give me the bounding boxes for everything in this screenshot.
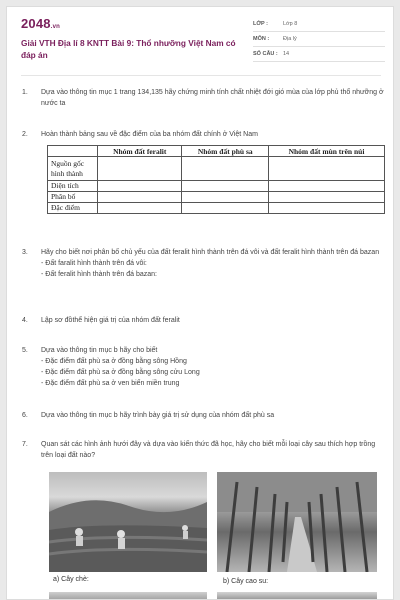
table-cell[interactable] [268, 157, 384, 181]
question-number: 3. [22, 249, 28, 256]
caption-tea: a) Cây chè: [53, 576, 89, 583]
document-title: Giải VTH Địa lí 8 KNTT Bài 9: Thổ nhưỡng Việt Nam có đáp án [21, 38, 236, 60]
table-header-row [48, 146, 385, 157]
question-text: Lập sơ đồthể hiện giá trị của nhóm đất feralit [41, 317, 180, 324]
logo-suffix: .vn [50, 24, 61, 30]
rubber-plantation-photo [217, 472, 377, 572]
tea-plantation-drawing [49, 472, 207, 572]
document-page [6, 6, 394, 600]
answer-line: - Đặc điểm đất phù sa ở đồng bằng sông cửu Long [41, 369, 200, 376]
question-text [41, 247, 386, 280]
photo-d-partial [217, 592, 377, 600]
question-2 [22, 129, 386, 140]
meta-key: MÔN : [253, 36, 270, 42]
question-number: 6. [22, 412, 28, 419]
table-header: Nhóm đất feralit [98, 146, 182, 157]
table-row [48, 203, 385, 214]
table-row [48, 157, 385, 181]
answer-line: - Đất faralit hình thành trên đá vôi: [41, 260, 147, 267]
logo-main: 2048 [21, 16, 51, 31]
answer-line: - Đất feralit hình thành trên đá bazan: [41, 271, 157, 278]
question-7 [22, 439, 386, 461]
table-cell[interactable] [98, 192, 182, 203]
table-cell[interactable] [98, 157, 182, 181]
tea-plantation-photo [49, 472, 207, 572]
table-cell[interactable] [182, 181, 269, 192]
question-number: 7. [22, 441, 28, 448]
rubber-plantation-drawing [217, 472, 377, 572]
question-text-main: Hãy cho biết nơi phân bố chủ yếu của đất feralit hình thành trên đá vôi và đất feralit hình thành trên đá bazan [41, 249, 380, 256]
question-text [41, 345, 386, 389]
meta-count [253, 47, 385, 62]
photo-c-partial [49, 592, 207, 600]
row-label: Diện tích [48, 181, 98, 192]
caption-rubber: b) Cây cao su: [223, 578, 269, 585]
meta-class [253, 17, 385, 32]
meta-value: Địa lý [283, 36, 297, 42]
table-header: Nhóm đất phù sa [182, 146, 269, 157]
table-header [48, 146, 98, 157]
question-text: Dựa vào thông tin mục 1 trang 134,135 hãy chứng minh tính chất nhiệt đới gió mùa của lớp phủ thổ nhưỡng ở nước ta [41, 89, 384, 107]
table-row [48, 192, 385, 203]
row-label: Nguồn gốc hình thành [48, 157, 98, 181]
question-5 [22, 345, 386, 389]
meta-key: LỚP : [253, 21, 268, 27]
meta-info [253, 17, 385, 62]
question-text: Quan sát các hình ảnh hưới đây và dựa vào kiến thức đã học, hãy cho biết mỗi loại cây sau thích hợp trồng trên loại đất nào? [41, 441, 376, 459]
question-3 [22, 247, 386, 280]
table-cell[interactable] [182, 192, 269, 203]
answer-line: - Đặc điểm đất phù sa ở đồng bằng sông Hồng [41, 358, 187, 365]
question-number: 4. [22, 317, 28, 324]
meta-key: SỐ CÂU : [253, 51, 278, 57]
table-cell[interactable] [268, 181, 384, 192]
table-cell[interactable] [98, 203, 182, 214]
question-number: 2. [22, 131, 28, 138]
question-number: 5. [22, 347, 28, 354]
meta-value: 14 [283, 51, 290, 57]
question-text: Hoàn thành bảng sau về đặc điểm của ba nhóm đất chính ở Việt Nam [41, 131, 258, 138]
soil-table [47, 145, 385, 214]
table-cell[interactable] [182, 157, 269, 181]
table-cell[interactable] [182, 203, 269, 214]
row-label: Phân bố [48, 192, 98, 203]
question-1 [22, 87, 386, 109]
table-cell[interactable] [98, 181, 182, 192]
question-number: 1. [22, 89, 28, 96]
meta-subject [253, 32, 385, 47]
question-text-main: Dựa vào thông tin mục b hãy cho biết [41, 347, 158, 354]
question-text: Dựa vào thông tin mục b hãy trình bày giá trị sử dụng của nhóm đất phù sa [41, 412, 275, 419]
table-header: Nhóm đất mùn trên núi [268, 146, 384, 157]
row-label: Đặc điểm [48, 203, 98, 214]
header-divider [21, 75, 381, 76]
plant-photos [45, 464, 385, 600]
site-logo[interactable] [21, 16, 60, 31]
page-header [7, 7, 394, 73]
table-cell[interactable] [268, 203, 384, 214]
meta-value: Lớp 8 [283, 21, 298, 27]
answer-line: - Đặc điểm đất phù sa ở ven biển miền trung [41, 380, 180, 387]
table-cell[interactable] [268, 192, 384, 203]
table-row [48, 181, 385, 192]
question-4 [22, 315, 386, 326]
question-6 [22, 410, 386, 421]
